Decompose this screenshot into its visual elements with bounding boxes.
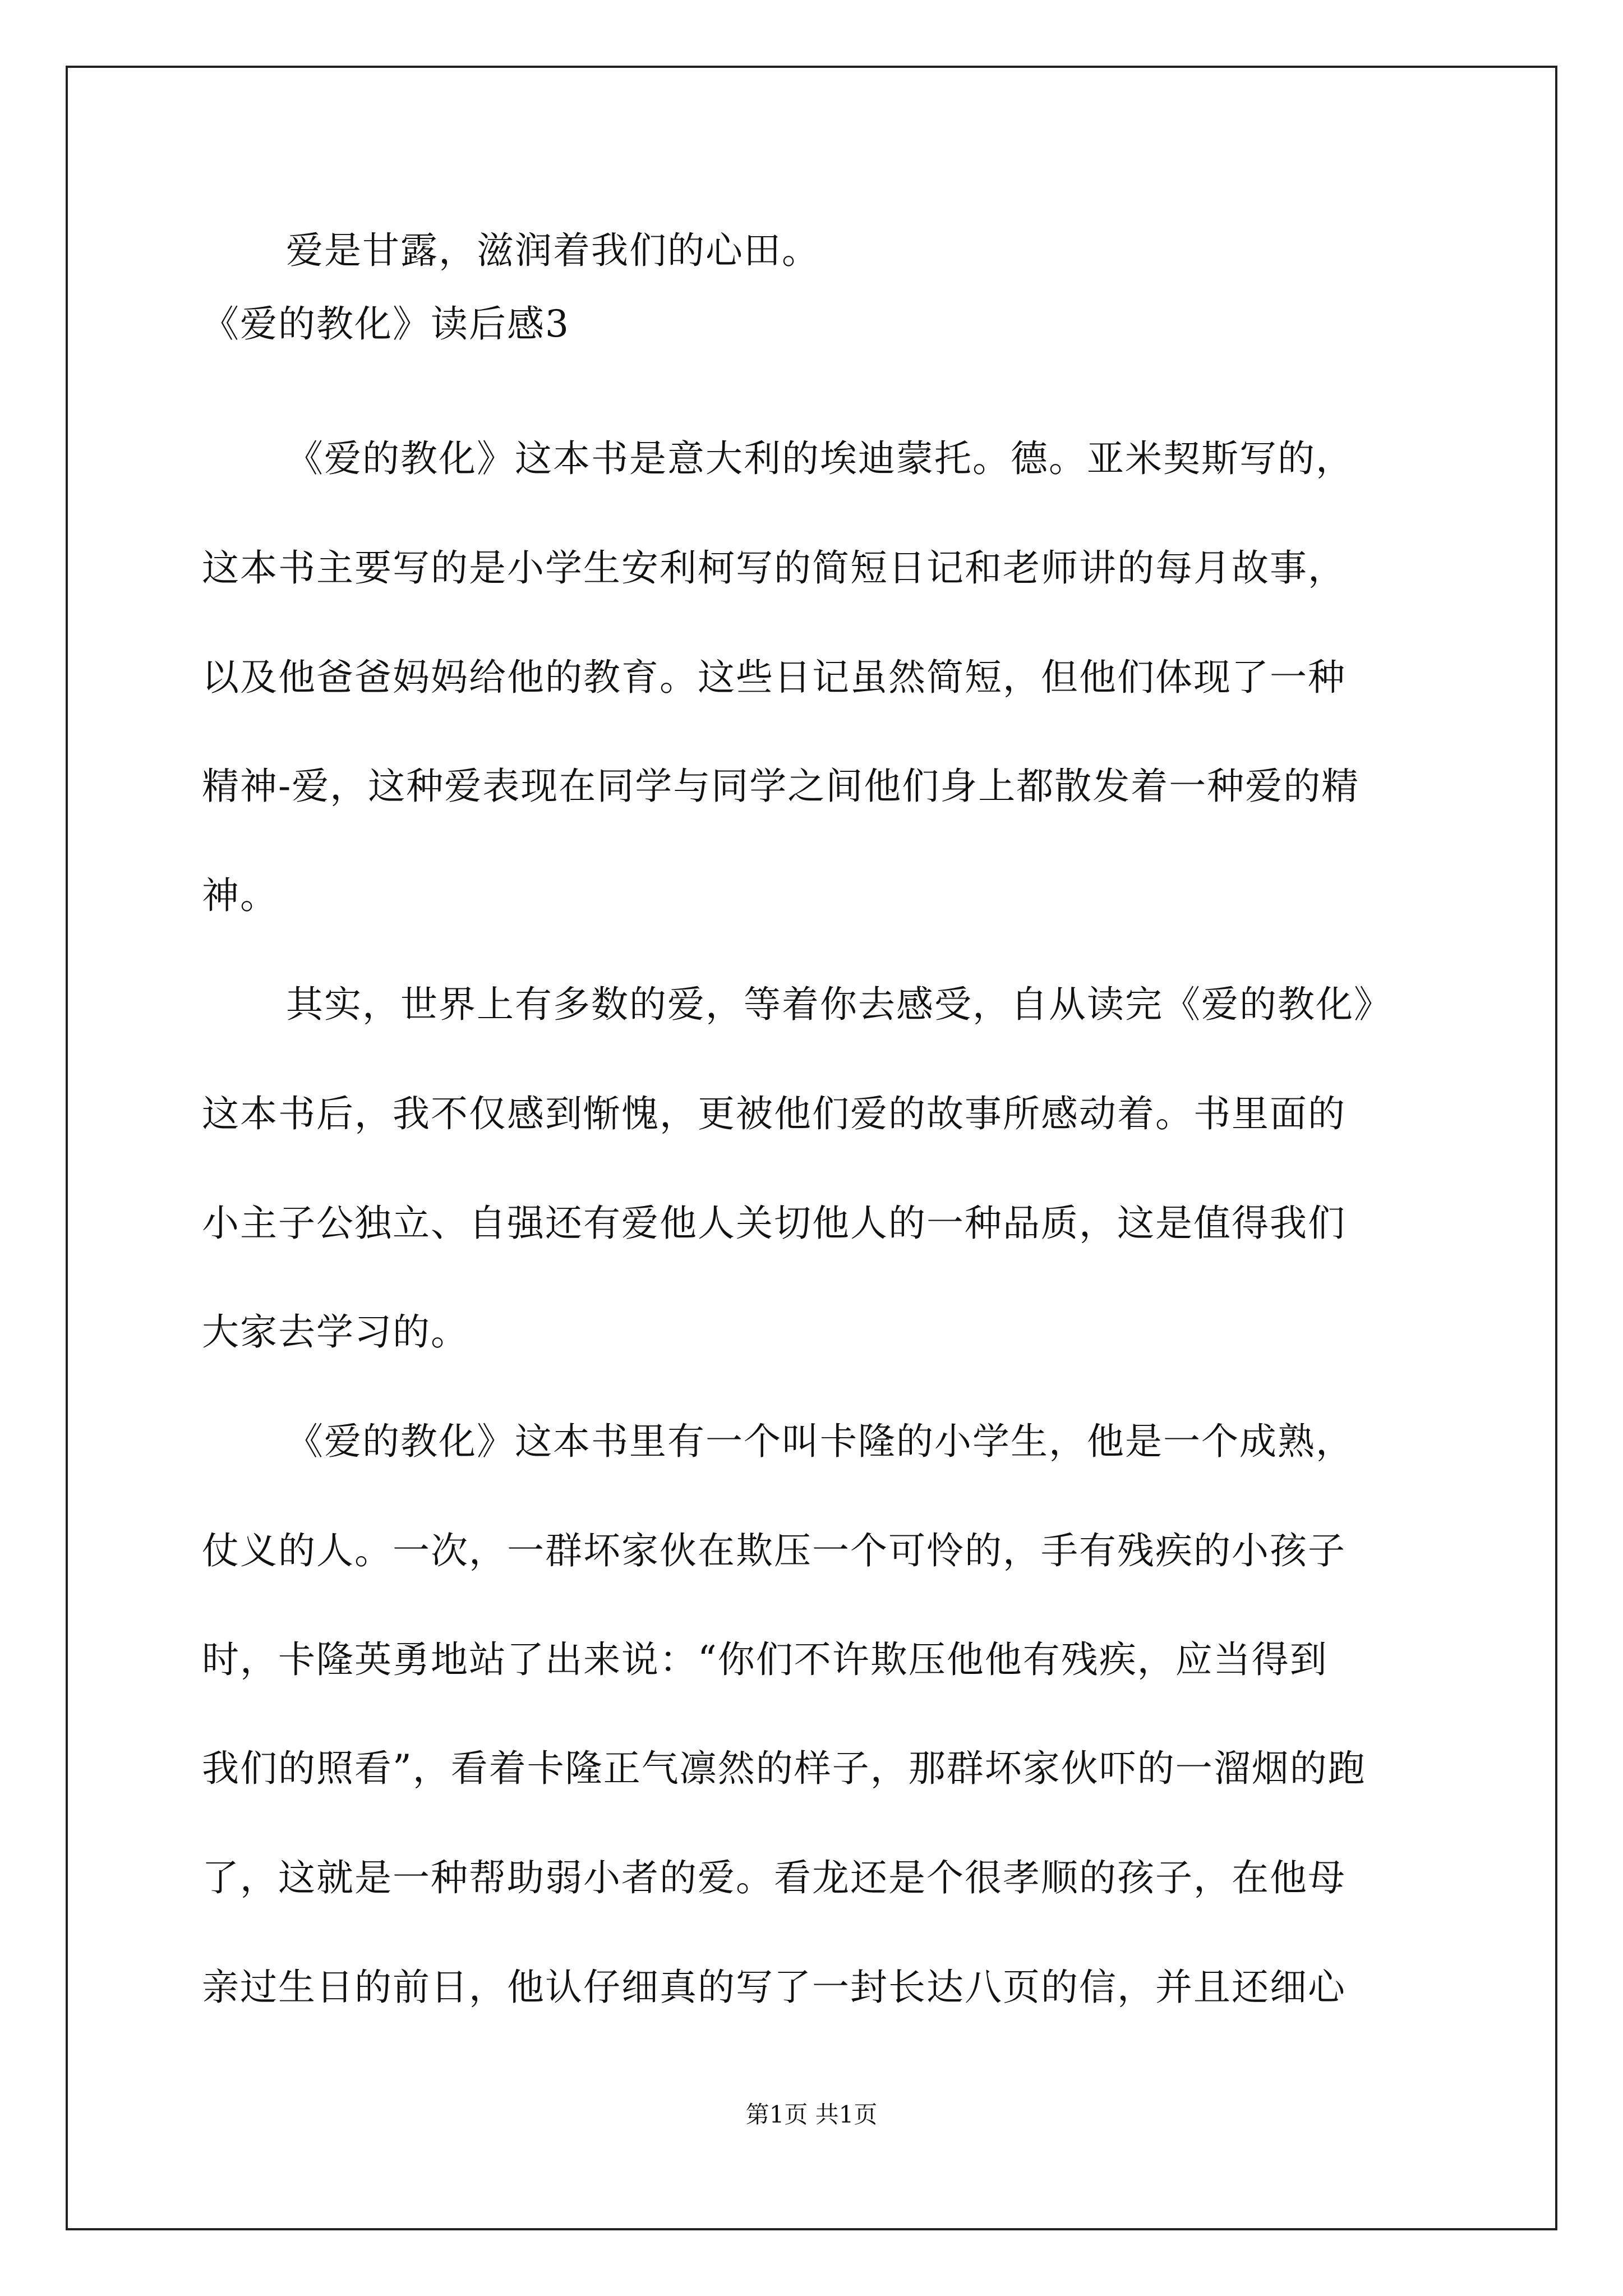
page-border <box>66 66 1557 2230</box>
paragraph-line: 以及他爸爸妈妈给他的教育。这些日记虽然简短，但他们体现了一种 <box>202 656 1346 699</box>
paragraph-line: 我们的照看”，看着卡隆正气凛然的样子，那群坏家伙吓的一溜烟的跑 <box>202 1747 1366 1790</box>
paragraph-line: 《爱的教化》这本书是意大利的埃迪蒙托。德。亚米契斯写的， <box>286 437 1354 480</box>
paragraph-line: 仗义的人。一次，一群坏家伙在欺压一个可怜的，手有残疾的小孩子 <box>202 1529 1346 1572</box>
paragraph-line: 这本书后，我不仅感到惭愧，更被他们爱的故事所感动着。书里面的 <box>202 1092 1346 1135</box>
paragraph-line: 其实，世界上有多数的爱，等着你去感受，自从读完《爱的教化》 <box>286 983 1392 1026</box>
paragraph-line: 大家去学习的。 <box>202 1310 469 1354</box>
paragraph-line: 神。 <box>202 874 278 917</box>
paragraph-line: 《爱的教化》这本书里有一个叫卡隆的小学生，他是一个成熟， <box>286 1420 1354 1463</box>
paragraph-line: 精神-爱，这种爱表现在同学与同学之间他们身上都散发着一种爱的精 <box>202 765 1360 808</box>
paragraph-line: 了，这就是一种帮助弱小者的爱。看龙还是个很孝顺的孩子，在他母 <box>202 1856 1346 1899</box>
paragraph-line: 时，卡隆英勇地站了出来说：“你们不许欺压他他有残疾，应当得到 <box>202 1638 1328 1681</box>
paragraph-line: 爱是甘露，滋润着我们的心田。 <box>286 229 820 272</box>
paragraph-line: 亲过生日的前日，他认仔细真的写了一封长达八页的信，并且还细心 <box>202 1966 1346 2009</box>
paragraph-line: 这本书主要写的是小学生安利柯写的简短日记和老师讲的每月故事， <box>202 546 1346 590</box>
page-footer: 第1页 共1页 <box>745 2101 878 2128</box>
section-heading: 《爱的教化》读后感3 <box>202 302 570 346</box>
paragraph-line: 小主子公独立、自强还有爱他人关切他人的一种品质，这是值得我们 <box>202 1202 1346 1245</box>
